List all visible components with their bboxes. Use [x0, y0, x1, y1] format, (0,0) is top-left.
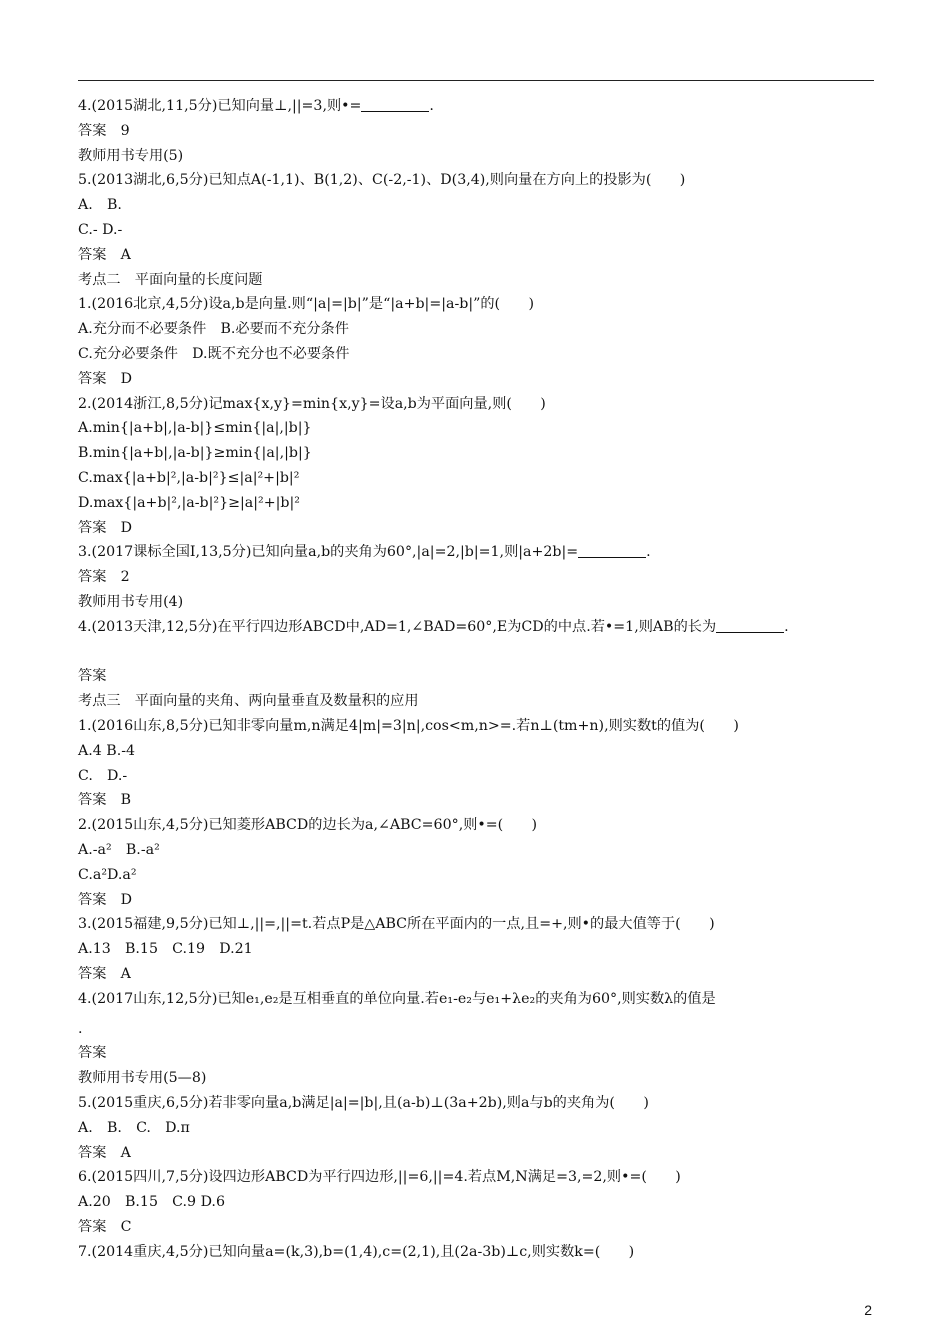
text-segment: D.max{|a+b|²,|a-b|²}≥|a|²+|b|²: [78, 494, 300, 511]
text-segment: 教师用书专用(5—8): [78, 1070, 207, 1087]
text-line: [78, 466, 878, 491]
text-segment: A. B.: [78, 197, 122, 214]
text-segment: 2.(2014浙江,8,5分)记max{x,y}=min{x,y}=设a,b为平面向量,则( ): [78, 395, 546, 412]
text-segment: C.max{|a+b|²,|a-b|²}≤|a|²+|b|²: [78, 469, 300, 486]
text-segment: .: [429, 98, 434, 114]
text-line: [78, 1165, 878, 1190]
text-line: [78, 1041, 878, 1066]
document-body: [78, 94, 878, 1265]
text-segment: 3.(2015福建,9,5分)已知⊥,||=,||=t.若点P是△ABC所在平面内的一点,且=+,则•的最大值等于( ): [78, 916, 715, 933]
text-line: [78, 317, 878, 342]
page-number: 2: [864, 1302, 872, 1318]
text-line: [78, 813, 878, 838]
text-segment: A.4 B.-4: [78, 742, 136, 759]
text-line: [78, 1240, 878, 1265]
answer-blank: [716, 618, 784, 633]
text-segment: 2.(2015山东,4,5分)已知菱形ABCD的边长为a,∠ABC=60°,则•=( ): [78, 817, 538, 834]
text-line: [78, 689, 878, 714]
text-segment: 答案 C: [78, 1219, 132, 1236]
text-line: [78, 987, 878, 1017]
text-line: [78, 615, 878, 640]
text-line: [78, 1116, 878, 1141]
text-segment: 答案 A: [78, 1144, 131, 1161]
text-segment: 5.(2013湖北,6,5分)已知点A(-1,1)、B(1,2)、C(-2,-1)、D(3,4),则向量在方向上的投影为( ): [78, 172, 686, 189]
text-line: [78, 292, 878, 317]
text-line: [78, 1091, 878, 1116]
text-line: [78, 416, 878, 441]
text-line: [78, 392, 878, 417]
text-segment: 教师用书专用(5): [78, 147, 184, 164]
text-line: [78, 888, 878, 913]
text-segment: 答案 2: [78, 569, 130, 586]
text-line: [78, 218, 878, 243]
text-segment: 教师用书专用(4): [78, 593, 184, 610]
text-segment: C.- D.-: [78, 221, 123, 238]
text-line: [78, 193, 878, 218]
text-line: [78, 739, 878, 764]
text-segment: A.20 B.15 C.9 D.6: [78, 1194, 225, 1211]
text-segment: 1.(2016山东,8,5分)已知非零向量m,n满足4|m|=3|n|,cos<m,n>=.若n⊥(tm+n),则实数t的值为( ): [78, 717, 739, 734]
text-line: [78, 516, 878, 541]
text-segment: 答案: [78, 1045, 107, 1062]
text-segment: 答案 9: [78, 122, 130, 139]
text-segment: 考点二 平面向量的长度问题: [78, 271, 263, 288]
text-segment: 答案 D: [78, 891, 132, 908]
text-line: [78, 119, 878, 144]
text-segment: 6.(2015四川,7,5分)设四边形ABCD为平行四边形,||=6,||=4.若点M,N满足=3,=2,则•=( ): [78, 1169, 681, 1186]
text-line: [78, 912, 878, 937]
text-segment: 答案 D: [78, 370, 132, 387]
text-line: [78, 664, 878, 689]
text-segment: 4.(2015湖北,11,5分)已知向量⊥,||=3,则•=: [78, 98, 362, 114]
text-line: [78, 590, 878, 615]
text-segment: 答案: [78, 668, 107, 685]
text-segment: C.充分必要条件 D.既不充分也不必要条件: [78, 345, 350, 362]
text-line: [78, 714, 878, 739]
text-line: [78, 243, 878, 268]
text-line: [78, 863, 878, 888]
text-line: [78, 168, 878, 193]
text-segment: 答案 B: [78, 792, 131, 809]
text-segment: 答案 D: [78, 519, 132, 536]
text-segment: A. B. C. D.π: [78, 1119, 190, 1136]
text-line: [78, 788, 878, 813]
text-line: [78, 94, 878, 119]
text-line: [78, 268, 878, 293]
text-line: [78, 565, 878, 590]
text-segment: A.min{|a+b|,|a-b|}≤min{|a|,|b|}: [78, 420, 312, 437]
text-segment: 3.(2017课标全国Ⅰ,13,5分)已知向量a,b的夹角为60°,|a|=2,|b|=1,则|a+2b|=: [78, 544, 579, 561]
text-line: [78, 144, 878, 169]
text-segment: B.min{|a+b|,|a-b|}≥min{|a|,|b|}: [78, 445, 312, 462]
text-segment: A.充分而不必要条件 B.必要而不充分条件: [78, 321, 349, 338]
text-line: [78, 540, 878, 565]
text-segment: 4.(2013天津,12,5分)在平行四边形ABCD中,AD=1,∠BAD=60°,E为CD的中点.若•=1,则AB的长为: [78, 618, 717, 635]
text-line: [78, 764, 878, 789]
text-segment: 考点三 平面向量的夹角、两向量垂直及数量积的应用: [78, 693, 419, 710]
text-line: [78, 1141, 878, 1166]
text-segment: A.13 B.15 C.19 D.21: [78, 941, 253, 958]
text-line: [78, 1190, 878, 1215]
header-rule: [78, 80, 874, 81]
text-segment: 答案 A: [78, 246, 131, 263]
text-line: [78, 441, 878, 466]
answer-blank: [578, 543, 646, 558]
answer-blank: [361, 97, 429, 112]
text-segment: 1.(2016北京,4,5分)设a,b是向量.则“|a|=|b|”是“|a+b|=|a-b|”的( ): [78, 296, 534, 313]
text-line: [78, 491, 878, 516]
text-segment: 5.(2015重庆,6,5分)若非零向量a,b满足|a|=|b|,且(a-b)⊥(3a+2b),则a与b的夹角为( ): [78, 1095, 649, 1112]
text-segment: .: [784, 618, 789, 635]
text-segment: 4.(2017山东,12,5分)已知e₁,e₂是互相垂直的单位向量.若e₁-e₂与e₁+λe₂的夹角为60°,则实数λ的值是: [78, 990, 716, 1007]
text-segment: 7.(2014重庆,4,5分)已知向量a=(k,3),b=(1,4),c=(2,1),且(2a-3b)⊥c,则实数k=( ): [78, 1243, 635, 1260]
text-line: [78, 838, 878, 863]
text-line: [78, 1215, 878, 1240]
text-line: [78, 367, 878, 392]
text-segment: .: [78, 1020, 83, 1037]
text-segment: 答案 A: [78, 965, 131, 982]
text-line: [78, 640, 878, 665]
text-segment: .: [646, 544, 651, 561]
text-segment: C. D.-: [78, 767, 128, 784]
text-segment: C.a²D.a²: [78, 866, 137, 883]
text-line: [78, 342, 878, 367]
text-line: [78, 1066, 878, 1091]
text-line: [78, 1017, 878, 1042]
text-segment: A.-a² B.-a²: [78, 841, 160, 858]
text-line: [78, 937, 878, 962]
text-line: [78, 962, 878, 987]
